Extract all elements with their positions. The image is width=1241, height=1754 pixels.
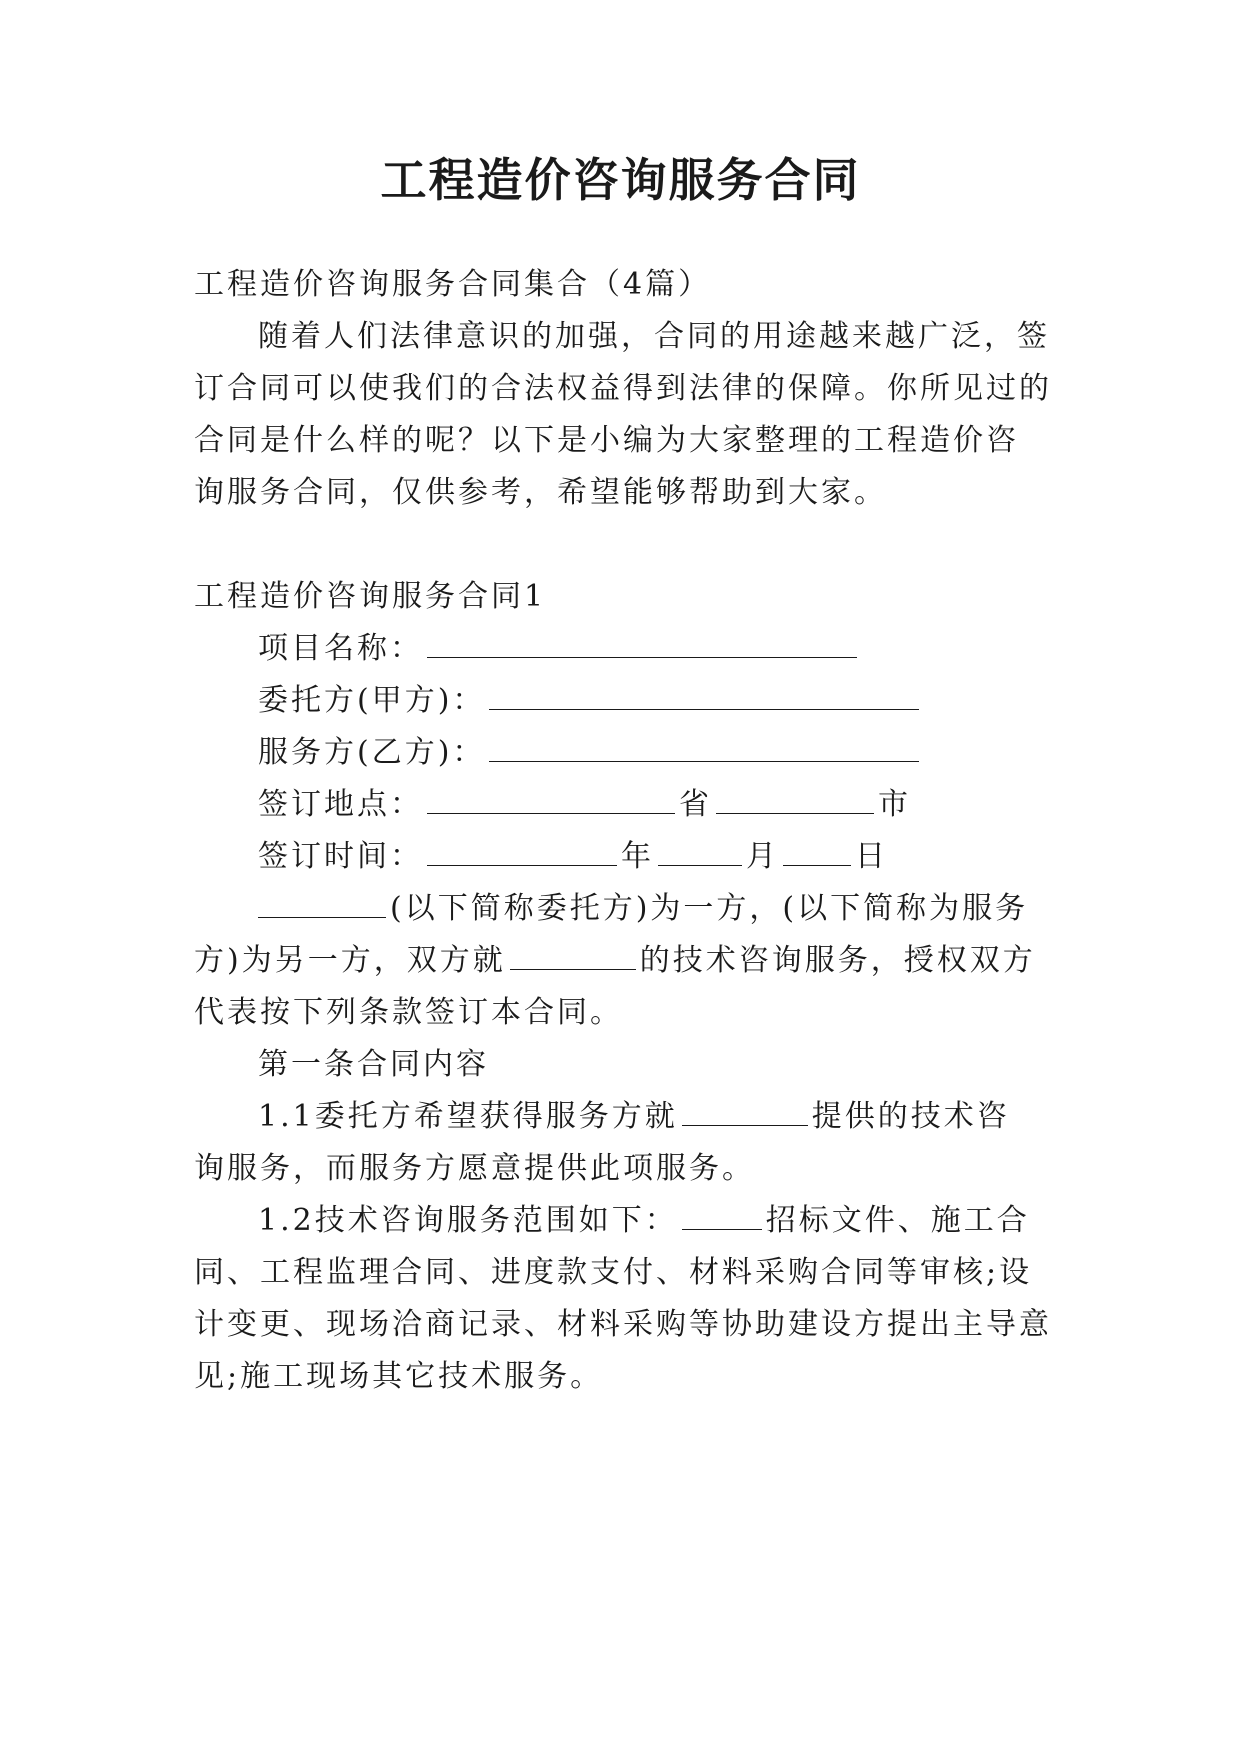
sign-time-label: 签订时间：: [258, 839, 423, 874]
field-sign-place: [258, 785, 1054, 825]
intro-line-1: 随着人们法律意识的加强，合同的用途越来越广泛，签: [258, 319, 1050, 354]
provider-blank: [489, 733, 919, 762]
party-blank-1: [258, 889, 386, 918]
clause-1-1-line-2: 询服务，而服务方愿意提供此项服务。: [194, 1151, 755, 1186]
month-text: 月: [746, 839, 779, 874]
clause-1-1-line-1: [258, 1097, 1054, 1137]
document-subtitle: 工程造价咨询服务合同集合（4篇）: [194, 267, 712, 302]
document-title: 工程造价咨询服务合同: [380, 153, 861, 207]
parties-line-2-end: 的技术咨询服务，授权双方: [639, 943, 1036, 978]
project-name-label: 项目名称：: [258, 631, 423, 666]
article-1-heading: 第一条合同内容: [258, 1047, 489, 1082]
parties-line-3: 代表按下列条款签订本合同。: [194, 995, 623, 1030]
intro-line-3: 合同是什么样的呢？以下是小编为大家整理的工程造价咨: [194, 423, 1019, 458]
province-blank: [427, 785, 675, 814]
province-text: 省: [679, 787, 712, 822]
intro-line-4: 询服务合同，仅供参考，希望能够帮助到大家。: [194, 475, 887, 510]
client-blank: [489, 681, 919, 710]
section-heading: 工程造价咨询服务合同1: [194, 579, 547, 614]
project-name-blank: [427, 629, 857, 658]
clause-1-2-line-4: 见;施工现场其它技术服务。: [194, 1359, 604, 1394]
month-blank: [658, 837, 742, 866]
parties-line-2: [194, 941, 1054, 981]
field-client: [258, 681, 1054, 721]
provider-label: 服务方(乙方)：: [258, 735, 486, 770]
year-blank: [427, 837, 617, 866]
sign-place-label: 签订地点：: [258, 787, 423, 822]
clause-1-1-blank: [682, 1097, 808, 1126]
clause-1-2-line-2: 同、工程监理合同、进度款支付、材料采购合同等审核;设: [194, 1255, 1033, 1290]
clause-1-2-start: 1.2技术咨询服务范围如下：: [258, 1203, 678, 1238]
clause-1-2-line-3: 计变更、现场洽商记录、材料采购等协助建设方提出主导意: [194, 1307, 1052, 1342]
city-text: 市: [878, 787, 911, 822]
clause-1-2-blank: [682, 1201, 762, 1230]
day-blank: [783, 837, 851, 866]
clause-1-1-end: 提供的技术咨: [811, 1099, 1010, 1134]
field-project-name: [258, 629, 1054, 669]
client-label: 委托方(甲方)：: [258, 683, 486, 718]
day-text: 日: [855, 839, 888, 874]
city-blank: [716, 785, 874, 814]
parties-line-1: [258, 889, 1054, 929]
parties-line-1-text: (以下简称委托方)为一方，(以下简称为服务: [390, 891, 1029, 926]
clause-1-2-end: 招标文件、施工合: [765, 1203, 1030, 1238]
clause-1-1-start: 1.1委托方希望获得服务方就: [258, 1099, 678, 1134]
party-blank-2: [510, 941, 636, 970]
intro-line-2: 订合同可以使我们的合法权益得到法律的保障。你所见过的: [194, 371, 1052, 406]
parties-line-2-start: 方)为另一方，双方就: [194, 943, 506, 978]
clause-1-2-line-1: [258, 1201, 1054, 1241]
field-sign-time: [258, 837, 1054, 877]
year-text: 年: [621, 839, 654, 874]
field-provider: [258, 733, 1054, 773]
